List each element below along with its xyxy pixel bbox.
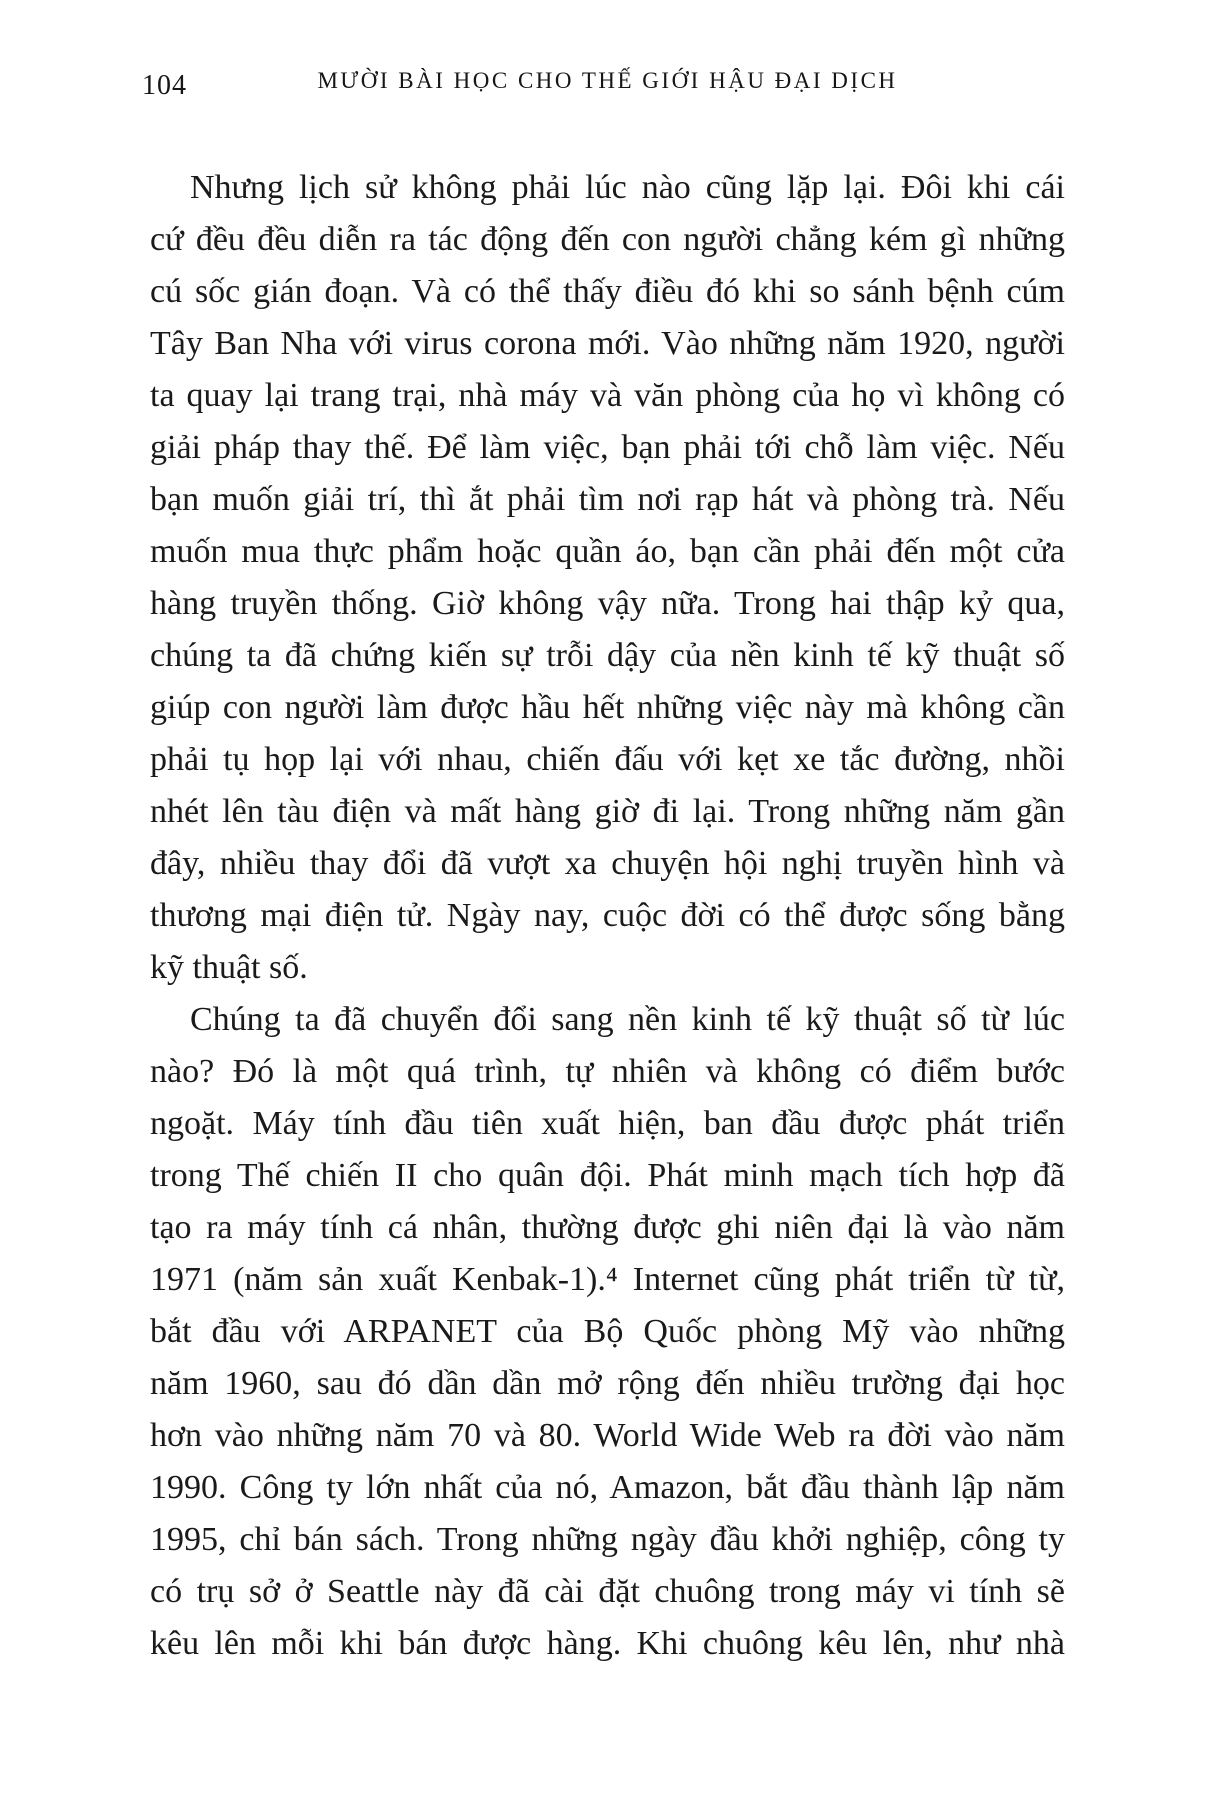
text-line: Chúng ta đã chuyển đổi sang nền kinh tế kỹ thuật số từ lúc xyxy=(190,1001,1065,1038)
text-line: năm 1960, sau đó dần dần mở rộng đến nhiều trường đại học xyxy=(150,1365,1065,1402)
text-line: Tây Ban Nha với virus corona mới. Vào những năm 1920, người xyxy=(150,325,1065,362)
text-line: ta quay lại trang trại, nhà máy và văn phòng của họ vì không có xyxy=(150,377,1065,414)
text-line: giúp con người làm được hầu hết những việc này mà không cần xyxy=(150,689,1065,726)
paragraph xyxy=(150,162,1065,994)
text-line: thương mại điện tử. Ngày nay, cuộc đời có thể được sống bằng xyxy=(150,897,1065,934)
text-line: ngoặt. Máy tính đầu tiên xuất hiện, ban đầu được phát triển xyxy=(150,1105,1065,1142)
page-number: 104 xyxy=(142,70,187,101)
text-line: trong Thế chiến II cho quân đội. Phát minh mạch tích hợp đã xyxy=(150,1157,1065,1194)
text-line: cứ đều đều diễn ra tác động đến con người chẳng kém gì những xyxy=(150,221,1065,258)
text-line: có trụ sở ở Seattle này đã cài đặt chuông trong máy vi tính sẽ xyxy=(150,1573,1065,1610)
running-header xyxy=(142,68,1065,108)
text-line: 1971 (năm sản xuất Kenbak-1).⁴ Internet cũng phát triển từ từ, xyxy=(150,1261,1065,1298)
text-line: chúng ta đã chứng kiến sự trỗi dậy của nền kinh tế kỹ thuật số xyxy=(150,637,1065,674)
text-line: nhét lên tàu điện và mất hàng giờ đi lại. Trong những năm gần xyxy=(150,793,1065,830)
paragraph xyxy=(150,994,1065,1670)
text-line: nào? Đó là một quá trình, tự nhiên và không có điểm bước xyxy=(150,1053,1065,1090)
text-line: đây, nhiều thay đổi đã vượt xa chuyện hội nghị truyền hình và xyxy=(150,845,1065,882)
text-line: giải pháp thay thế. Để làm việc, bạn phải tới chỗ làm việc. Nếu xyxy=(150,429,1065,466)
text-line: hàng truyền thống. Giờ không vậy nữa. Trong hai thập kỷ qua, xyxy=(150,585,1065,622)
text-line: kêu lên mỗi khi bán được hàng. Khi chuông kêu lên, như nhà xyxy=(150,1625,1065,1662)
text-line: hơn vào những năm 70 và 80. World Wide Web ra đời vào năm xyxy=(150,1417,1065,1454)
text-line: bạn muốn giải trí, thì ắt phải tìm nơi rạp hát và phòng trà. Nếu xyxy=(150,481,1065,518)
text-line: muốn mua thực phẩm hoặc quần áo, bạn cần phải đến một cửa xyxy=(150,533,1065,570)
text-line: tạo ra máy tính cá nhân, thường được ghi niên đại là vào năm xyxy=(150,1209,1065,1246)
text-line: bắt đầu với ARPANET của Bộ Quốc phòng Mỹ vào những xyxy=(150,1313,1065,1350)
running-title: MƯỜI BÀI HỌC CHO THẾ GIỚI HẬU ĐẠI DỊCH xyxy=(317,68,898,93)
text-line: kỹ thuật số. xyxy=(150,949,308,986)
text-line: 1995, chỉ bán sách. Trong những ngày đầu khởi nghiệp, công ty xyxy=(150,1521,1065,1558)
text-line: phải tụ họp lại với nhau, chiến đấu với kẹt xe tắc đường, nhồi xyxy=(150,741,1065,778)
text-line: Nhưng lịch sử không phải lúc nào cũng lặp lại. Đôi khi cái xyxy=(190,169,1065,206)
text-line: 1990. Công ty lớn nhất của nó, Amazon, bắt đầu thành lập năm xyxy=(150,1469,1065,1506)
body-text xyxy=(150,162,1065,1670)
text-line: cú sốc gián đoạn. Và có thể thấy điều đó khi so sánh bệnh cúm xyxy=(150,273,1065,310)
